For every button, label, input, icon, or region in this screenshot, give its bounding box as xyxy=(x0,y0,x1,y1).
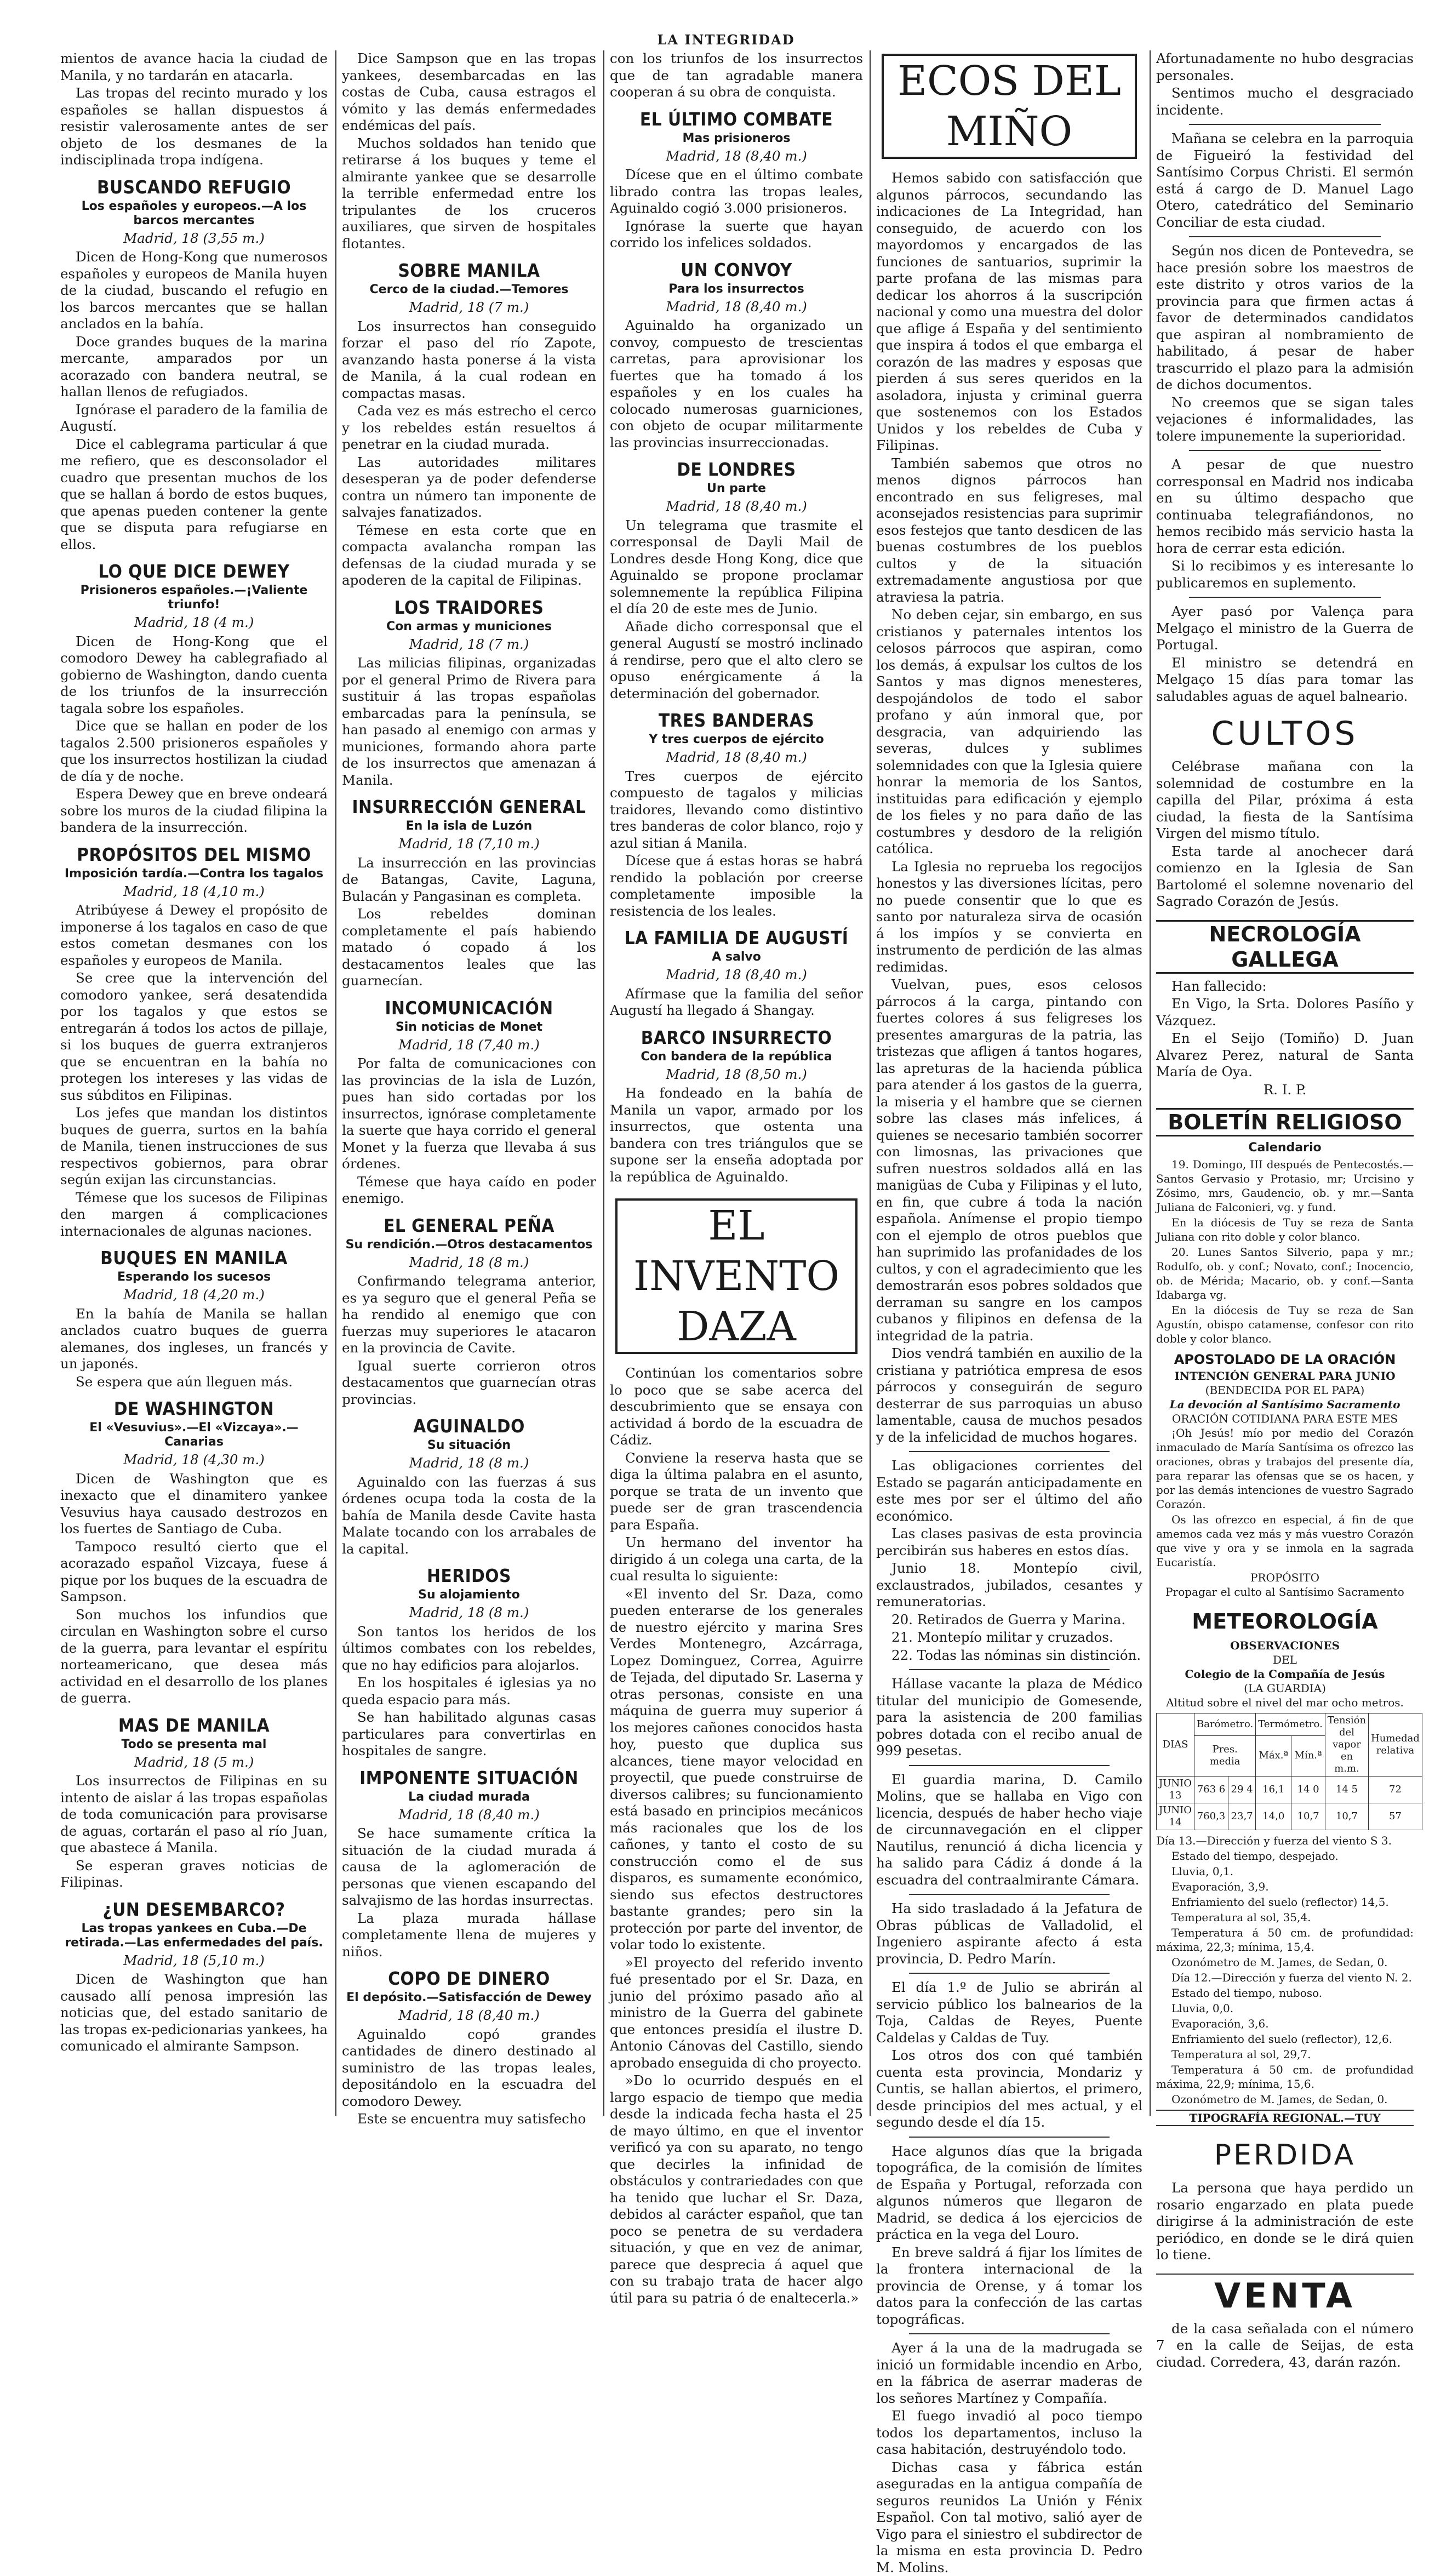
paragraph: Las clases pasivas de esta provincia percibirán sus haberes en estos días. xyxy=(876,1526,1142,1559)
paragraph: Junio 18. Montepío civil, exclaustrados, jubilados, cesantes y remuneratorias. xyxy=(876,1560,1142,1610)
article-subtitle: El «Vesuvius».—El «Vizcaya».—Canarias xyxy=(60,1421,328,1449)
divider xyxy=(909,1973,1110,1974)
column-2 xyxy=(342,50,596,2116)
meteo-guardia: (LA GUARDIA) xyxy=(1156,1681,1414,1695)
section-title-invento: EL INVENTO DAZA xyxy=(615,1198,858,1354)
dateline: Madrid, 18 (8,40 m.) xyxy=(610,299,863,316)
paragraph: Témese en esta corte que en compacta avalancha rompan las defensas de la ciudad murada y se apoderen de la capital de Filipinas. xyxy=(342,522,596,589)
section-title-meteorologia: METEOROLOGÍA xyxy=(1156,1609,1414,1634)
paragraph: Hállase vacante la plaza de Médico titular del municipio de Gomesende, para la asistencia de 200 familias pobres dotada con el recibo anual de 999 pesetas. xyxy=(876,1676,1142,1760)
article-title: BUQUES EN MANILA xyxy=(60,1247,328,1269)
article-title: DE WASHINGTON xyxy=(60,1398,328,1420)
paragraph: Tampoco resultó cierto que el acorazado español Vizcaya, fuese á pique por los buques de la escuadra de Sampson. xyxy=(60,1539,328,1606)
paragraph: Hemos sabido con satisfacción que algunos párrocos, secundando las indicaciones de La Integridad, han conseguido, de acuerdo con los mayordomos y encargados de las funciones de santuarios, suprimir la parte profana de las mismas para dedicar los ahorros á la suscripción nacional y como una muestra del dolor que aflige á España y del sentimiento que inspira á todos el que embarga el corazón de las madres y esposas que pierden á sus seres queridos en la asoladora, injusta y criminal guerra que sostenemos con los Estados Unidos y los rebeldes de Cuba y Filipinas. xyxy=(876,170,1142,454)
article-subtitle: Con bandera de la república xyxy=(610,1050,863,1064)
paragraph: 20. Retirados de Guerra y Marina. xyxy=(876,1612,1142,1629)
paragraph: «El invento del Sr. Daza, como pueden enterarse de los generales de nuestro ejército y marina Sres Verdes Montenegro, Azcárraga, Lopez Dominguez, Correa, Aguirre de Tejada, del diputado Sr. Laserna y otras personas, consiste en una máquina de guerra muy superior á los mejores cañones conocidos hasta hoy, puesto que duplica sus alcances, tiene mayor velocidad en proyectil, que puede construirse de diversos calibres; su funcionamiento está basado en principios mecánicos más racionales que los de los cañones, y tanto el costo de su construcción como el de sus disparos, es sumamente económico, siendo sus efectos destructores bastante grandes; pero sin la protección por parte del inventor, de volar todo lo existente. xyxy=(610,1586,863,1954)
dateline: Madrid, 18 (8 m.) xyxy=(342,1254,596,1271)
paragraph: Dicen de Washington que han causado allí penosa impresión las noticias que, del estado sanitario de las tropas ex-pedicionarias yankees, ha comunicado el almirante Sampson. xyxy=(60,1971,328,2055)
section-title-boletin: BOLETÍN RELIGIOSO xyxy=(1156,1108,1414,1136)
paragraph: Sentimos mucho el desgraciado incidente. xyxy=(1156,85,1414,118)
paragraph: 22. Todas las nóminas sin distinción. xyxy=(876,1647,1142,1664)
paragraph: Día 13.—Dirección y fuerza del viento S 3. xyxy=(1156,1834,1414,1848)
article-title: HERIDOS xyxy=(342,1565,596,1587)
paragraph: Mañana se celebra en la parroquia de Figueiró la festividad del Santísimo Corpus Christi. El sermón está á cargo de D. Manuel Lago Otero, catedrático del Seminario Conciliar de esta ciudad. xyxy=(1156,130,1414,231)
paragraph: La Iglesia no reprueba los regocijos honestos y las diversiones lícitas, pero no puede consentir que lo que es santo por naturaleza sirva de ocasión á los impíos y se convierta en instrumento de perdición de las almas redimidas. xyxy=(876,859,1142,976)
paragraph: Conviene la reserva hasta que se diga la última palabra en el asunto, porque se trata de un invento que puede ser de gran trascendencia para España. xyxy=(610,1450,863,1534)
paragraph: Dice Sampson que en las tropas yankees, desembarcadas en las costas de Cuba, causa estragos el vómito y las demás enfermedades endémicas del país. xyxy=(342,50,596,134)
paragraph: Hace algunos días que la brigada topográfica, de la comisión de límites de España y Portugal, reforzada con algunos números que llegaron de Madrid, se dedica á los ejercicios de práctica en la vega del Louro. xyxy=(876,2143,1142,2243)
table-row xyxy=(1157,1777,1422,1803)
paragraph: El guardia marina, D. Camilo Molins, que se hallaba en Vigo con licencia, después de haber hecho viaje de circunnavegación en el clipper Nautilus, renunció á dicha licencia y ha salido para Cádiz á donde á la escuadra del contraalmirante Cámara. xyxy=(876,1772,1142,1889)
table-cell: 10,7 xyxy=(1291,1803,1325,1830)
paragraph: Ozonómetro de M. James, de Sedan, 0. xyxy=(1156,1955,1414,1969)
paragraph: Ha fondeado en la bahía de Manila un vapor, armado por los insurrectos, que ostenta una bandera con tres triángulos que se supone ser la enseña adoptada por la república de Aguinaldo. xyxy=(610,1085,863,1185)
table-cell: 29 4 xyxy=(1228,1777,1255,1803)
article-title: ¿UN DESEMBARCO? xyxy=(60,1899,328,1921)
article-subtitle: Su alojamiento xyxy=(342,1588,596,1602)
divider xyxy=(909,2333,1110,2334)
table-cell: 763 6 xyxy=(1194,1777,1228,1803)
paragraph: Tres cuerpos de ejército compuesto de tagalos y milicias traidores, llevando como distintivo tres banderas de color blanco, rojo y azul sitian á Manila. xyxy=(610,768,863,852)
paragraph: Ignórase la suerte que hayan corrido los infelices soldados. xyxy=(610,218,863,252)
paragraph: Lluvia, 0,0. xyxy=(1156,2001,1414,2015)
section-title-venta: VENTA xyxy=(1156,2274,1414,2315)
imprenta: TIPOGRAFÍA REGIONAL.—TUY xyxy=(1156,2110,1414,2126)
paragraph: de la casa señalada con el número 7 en la calle de Seijas, de esta ciudad. Corredera, 43, darán razón. xyxy=(1156,2321,1414,2371)
divider xyxy=(909,1765,1110,1766)
paragraph: Dícese que á estas horas se habrá rendido la población por creerse completamente imposible la resistencia de los leales. xyxy=(610,853,863,919)
paragraph: Se han habilitado algunas casas particulares para convertirlas en hospitales de sangre. xyxy=(342,1709,596,1760)
divider xyxy=(909,1894,1110,1895)
article-subtitle: Mas prisioneros xyxy=(610,132,863,146)
article-subtitle: Imposición tardía.—Contra los tagalos xyxy=(60,867,328,881)
paragraph: Ayer á la una de la madrugada se inició un formidable incendio en Arbo, en la fábrica de aserrar maderas de los señores Martínez y Compañía. xyxy=(876,2340,1142,2407)
paragraph: Día 12.—Dirección y fuerza del viento N. 2. xyxy=(1156,1970,1414,1985)
section-title-cultos: CULTOS xyxy=(1156,715,1414,753)
paragraph: Los otros dos con qué también cuenta esta provincia, Mondariz y Cuntis, se hallan abiertos, el primero, desde principios del mes actual, y el segundo desde el día 15. xyxy=(876,2047,1142,2131)
article-subtitle: Un parte xyxy=(610,482,863,496)
table-cell: 10,7 xyxy=(1325,1803,1368,1830)
paragraph: Los insurrectos de Filipinas en su intento de aislar á las tropas españolas de toda comunicación para provisarse de aguas, cortarán el paso al río Juan, que abastece á Manila. xyxy=(60,1773,328,1857)
column-1 xyxy=(60,50,328,2116)
paragraph: En la diócesis de Tuy se reza de San Agustín, obispo catamense, confesor con rito doble y color blanco. xyxy=(1156,1303,1414,1346)
proposito-text: Propagar el culto al Santísimo Sacramento xyxy=(1156,1585,1414,1599)
paragraph: Si lo recibimos y es interesante lo publicaremos en suplemento. xyxy=(1156,558,1414,591)
dateline: Madrid, 18 (4,20 m.) xyxy=(60,1287,328,1304)
paragraph: Dice el cablegrama particular á que me refiero, que es desconsolador el cuadro que presentan muchos de los que se hallan á bordo de estos buques, que apenas pueden contener la gente que se disputa para refugiarse en ellos. xyxy=(60,436,328,553)
article-title: UN CONVOY xyxy=(610,259,863,281)
paragraph: Aguinaldo ha organizado un convoy, compuesto de trescientas carretas, para aprovisionar los fuertes que ha tomado á los españoles y en los cuales ha colocado numerosas guarniciones, con objeto de ocupar militarmente las provincias insurreccionadas. xyxy=(610,317,863,451)
dateline: Madrid, 18 (4 m.) xyxy=(60,614,328,631)
column-rule xyxy=(603,50,604,2116)
article-title: BUSCANDO REFUGIO xyxy=(60,176,328,198)
dateline: Madrid, 18 (7,40 m.) xyxy=(342,1037,596,1054)
paragraph: Dicen de Hong-Kong que el comodoro Dewey ha cablegrafiado al gobierno de Washington, dando cuenta de los triunfos de la insurrección tagala sobre los españoles. xyxy=(60,633,328,717)
column-rule xyxy=(1150,50,1151,2116)
article-title: INSURRECCIÓN GENERAL xyxy=(342,796,596,818)
divider xyxy=(1189,450,1381,451)
article-subtitle: Con armas y municiones xyxy=(342,620,596,634)
dateline: Madrid, 18 (8,40 m.) xyxy=(610,498,863,515)
paragraph: Afortunadamente no hubo desgracias personales. xyxy=(1156,50,1414,84)
paragraph: Se esperan graves noticias de Filipinas. xyxy=(60,1858,328,1891)
paragraph: En la diócesis de Tuy se reza de Santa Juliana con rito doble y color blanco. xyxy=(1156,1215,1414,1244)
divider xyxy=(909,1451,1110,1452)
paragraph: Atribúyese á Dewey el propósito de imponerse á los tagalos en caso de que estos cometan desmanes con los españoles y europeos de Manila. xyxy=(60,902,328,969)
article-subtitle: Las tropas yankees en Cuba.—De retirada.—Las enfermedades del país. xyxy=(60,1922,328,1950)
paragraph: Se espera que aún lleguen más. xyxy=(60,1374,328,1391)
paragraph: Cada vez es más estrecho el cerco y los rebeldes están resueltos á penetrar en la ciudad murada. xyxy=(342,403,596,453)
paragraph: También sabemos que otros no menos dignos párrocos han encontrado en sus feligreses, mal aconsejados resistencias para suprimir esos festejos que tanto desdicen de las buenas costumbres de los pueblos cultos y de la situación extremadamente angustiosa por que atraviesa la patria. xyxy=(876,455,1142,606)
paragraph: »Do lo ocurrido después en el largo espacio de tiempo que media desde la indicada fecha hasta el 25 de mayo último, en que el inventor verificó ya con su aparato, no tengo que decirles la infinidad de obstáculos y contrariedades con que ha tenido que luchar el Sr. Daza, debidos al carácter español, que tan poco se penetra de su verdadera situación, y que en vez de animar, parece que desprecia á aquel que con su trabajo trata de hacer algo útil para su patria ó de enaltecerla.» xyxy=(610,2072,863,2306)
paragraph: Los rebeldes dominan completamente el país habiendo matado ó copado á los destacamentos leales que las guarnecían. xyxy=(342,906,596,990)
paragraph: En breve saldrá á fijar los límites de la frontera internacional de la provincia de Orense, y á tomar los datos para la confección de las cartas topográficas. xyxy=(876,2244,1142,2328)
paragraph: Dícese que en el último combate librado contra las tropas leales, Aguinaldo cogió 3.000 prisioneros. xyxy=(610,167,863,217)
article-subtitle: Para los insurrectos xyxy=(610,282,863,296)
paragraph: Ignórase el paradero de la familia de Augustí. xyxy=(60,402,328,435)
paragraph: Os las ofrezco en especial, á fin de que amemos cada vez más y más vuestro Corazón que vive y ora y se inmola en la sagrada Eucaristía. xyxy=(1156,1512,1414,1569)
article-title: COPO DE DINERO xyxy=(342,1968,596,1990)
table-header: Pres. media xyxy=(1194,1735,1256,1776)
article-subtitle: Todo se presenta mal xyxy=(60,1738,328,1752)
paragraph: Enfriamiento del suelo (reflector), 12,6. xyxy=(1156,2032,1414,2046)
dateline: Madrid, 18 (8 m.) xyxy=(342,1604,596,1621)
divider xyxy=(909,1669,1110,1670)
table-cell: 14 5 xyxy=(1325,1777,1368,1803)
table-cell: 72 xyxy=(1369,1777,1422,1803)
article-subtitle: A salvo xyxy=(610,950,863,964)
meteo-altitud: Altitud sobre el nivel del mar ocho metros. xyxy=(1156,1695,1414,1710)
paragraph: Se hace sumamente crítica la situación de la ciudad murada á causa de la aglomeración de personas que vienen escapando del salvajismo de las hordas insurrectas. xyxy=(342,1825,596,1909)
paragraph: Aguinaldo copó grandes cantidades de dinero destinado al suministro de las tropas leales, depositándolo en la escuadra del comodoro Dewey. xyxy=(342,2026,596,2110)
article-subtitle: Sin noticias de Monet xyxy=(342,1020,596,1035)
dateline: Madrid, 18 (7 m.) xyxy=(342,636,596,653)
paragraph: La insurrección en las provincias de Batangas, Cavite, Laguna, Bulacán y Pangasinan es completa. xyxy=(342,855,596,905)
article-subtitle: Su rendición.—Otros destacamentos xyxy=(342,1238,596,1252)
paragraph: Temperatura al sol, 29,7. xyxy=(1156,2047,1414,2061)
article-subtitle: Los españoles y europeos.—A los barcos mercantes xyxy=(60,199,328,228)
article-title: INCOMUNICACIÓN xyxy=(342,997,596,1019)
paragraph: Temperatura á 50 cm. de profundidad: máxima, 22,3; mínima, 15,4. xyxy=(1156,1926,1414,1954)
table-row xyxy=(1157,1803,1422,1830)
apostolado-bendecida: (BENDECIDA POR EL PAPA) xyxy=(1156,1383,1414,1397)
table-cell: 760,3 xyxy=(1194,1803,1228,1830)
apostolado-devocion: La devoción al Santísimo Sacramento xyxy=(1156,1397,1414,1412)
paragraph: En la bahía de Manila se hallan anclados cuatro buques de guerra alemanes, dos ingleses, un francés y un japonés. xyxy=(60,1306,328,1373)
proposito-label: PROPÓSITO xyxy=(1156,1570,1414,1585)
divider xyxy=(1189,236,1381,237)
paragraph: La plaza murada hállase completamente llena de mujeres y niños. xyxy=(342,1910,596,1961)
paragraph: Ayer pasó por Valença para Melgaço el ministro de la Guerra de Portugal. xyxy=(1156,603,1414,654)
rip-line: R. I. P. xyxy=(1156,1082,1414,1099)
section-title-apostolado: APOSTOLADO DE LA ORACIÓN xyxy=(1156,1352,1414,1367)
article-title: LO QUE DICE DEWEY xyxy=(60,561,328,582)
paragraph: Dicen de Washington que es inexacto que el dinamitero yankee Vesuvius haya causado destrozos en los fuertes de Santiago de Cuba. xyxy=(60,1471,328,1538)
paragraph: Evaporación, 3,6. xyxy=(1156,2017,1414,2031)
paragraph: El fuego invadió al poco tiempo todos los departamentos, incluso la casa habitación, destruyéndolo todo. xyxy=(876,2408,1142,2458)
article-subtitle: Y tres cuerpos de ejército xyxy=(610,733,863,747)
paragraph: Espera Dewey que en breve ondeará sobre los muros de la ciudad filipina la bandera de la insurrección. xyxy=(60,786,328,836)
table-cell: JUNIO 13 xyxy=(1157,1777,1194,1803)
paragraph: Celébrase mañana con la solemnidad de costumbre en la capilla del Pilar, próxima á esta ciudad, la fiesta de la Santísima Virgen del mismo título. xyxy=(1156,758,1414,842)
article-title: PROPÓSITOS DEL MISMO xyxy=(60,844,328,866)
paragraph: 21. Montepío militar y cruzados. xyxy=(876,1629,1142,1646)
paragraph: En el Seijo (Tomiño) D. Juan Alvarez Perez, natural de Santa María de Oya. xyxy=(1156,1030,1414,1081)
section-title-necrologia: NECROLOGÍA GALLEGA xyxy=(1156,920,1414,974)
paragraph: Un telegrama que trasmite el corresponsal de Dayli Mail de Londres desde Hong Kong, dice que Aguinaldo se propone proclamar solemnemente la república Filipina el día 20 de este mes de Junio. xyxy=(610,517,863,618)
paragraph: Temperatura al sol, 35,4. xyxy=(1156,1910,1414,1924)
paragraph: Son tantos los heridos de los últimos combates con los rebeldes, que no hay edificios para alojarlos. xyxy=(342,1624,596,1674)
paragraph: Estado del tiempo, nuboso. xyxy=(1156,1986,1414,2000)
column-rule xyxy=(870,50,871,2116)
dateline: Madrid, 18 (5,10 m.) xyxy=(60,1952,328,1969)
dateline: Madrid, 18 (7,10 m.) xyxy=(342,836,596,853)
table-cell: 23,7 xyxy=(1228,1803,1255,1830)
paragraph: Son muchos los infundios que circulan en Washington sobre el curso de la guerra, para levantar el espíritu norteamericano, que desea más actividad en el desarrollo de los planes de guerra. xyxy=(60,1607,328,1707)
paragraph: Confirmando telegrama anterior, es ya seguro que el general Peña se ha rendido al enemigo que con fuerzas muy superiores le atacaron en la provincia de Cavite. xyxy=(342,1273,596,1357)
paragraph: En los hospitales é iglesias ya no queda espacio para más. xyxy=(342,1675,596,1708)
paragraph: No deben cejar, sin embargo, en sus cristianos y paternales intentos los celosos párrocos que aspiran, como los demás, á expulsar los cultos de los Santos y mas dignos menesteres, despojándolos de todo el sabor profano y aún inmoral que, por desgracia, van adquiriendo las severas, dulces y sublimes solemnidades con que la Iglesia quiere honrar la memoria de los Santos, instituidas para edificación y ejemplo de los fieles y no para daño de las costumbres y desdoro de la religión católica. xyxy=(876,607,1142,858)
paragraph: mientos de avance hacia la ciudad de Manila, y no tardarán en atacarla. xyxy=(60,50,328,84)
paragraph: Los jefes que mandan los distintos buques de guerra, surtos en la bahía de Manila, tienen instrucciones de sus respectivos gobiernos, para obrar según exijan las circunstancias. xyxy=(60,1105,328,1189)
paragraph: Las tropas del recinto murado y los españoles se hallan dispuestos á resistir valerosamente antes de ser objeto de los desmanes de la indisciplinada tropa indígena. xyxy=(60,85,328,169)
paragraph: Estado del tiempo, despejado. xyxy=(1156,1849,1414,1863)
newspaper-title: LA INTEGRIDAD xyxy=(657,32,794,48)
paragraph: Muchos soldados han tenido que retirarse á los buques y teme el almirante yankee que se desarrolle la terrible enfermedad entre los tripulantes de los cruceros auxiliares, que sirven de hospitales flotantes. xyxy=(342,135,596,253)
article-title: AGUINALDO xyxy=(342,1415,596,1437)
dateline: Madrid, 18 (8,50 m.) xyxy=(610,1066,863,1083)
paragraph: Las autoridades militares desesperan ya de poder defenderse contra un número tan imponente de salvajes fanatizados. xyxy=(342,454,596,521)
table-cell: 57 xyxy=(1369,1803,1422,1830)
paragraph: Continúan los comentarios sobre lo poco que se sabe acerca del descubrimiento que se ensaya con actividad á bordo de la escuadra de Cádiz. xyxy=(610,1365,863,1449)
meteo-del: DEL xyxy=(1156,1653,1414,1667)
column-5 xyxy=(1156,50,1414,2116)
column-rule xyxy=(335,50,336,2116)
article-title: MAS DE MANILA xyxy=(60,1715,328,1737)
dateline: Madrid, 18 (7 m.) xyxy=(342,299,596,316)
article-subtitle: Prisioneros españoles.—¡Valiente triunfo! xyxy=(60,584,328,612)
section-subtitle: Calendario xyxy=(1156,1141,1414,1155)
paragraph: Témese que los sucesos de Filipinas den margen á complicaciones internacionales de algunas naciones. xyxy=(60,1190,328,1240)
section-title-perdida: PERDIDA xyxy=(1156,2136,1414,2174)
dateline: Madrid, 18 (4,10 m.) xyxy=(60,883,328,900)
paragraph: »El proyecto del referido invento fué presentado por el Sr. Daza, en junio del próximo pasado año al ministro de la Guerra del gabinete que entonces presidía el ilustre D. Antonio Cánovas del Castillo, siendo aprobado enseguida di cho proyecto. xyxy=(610,1955,863,2072)
paragraph: Ha sido trasladado á la Jefatura de Obras públicas de Valladolid, el Ingeniero aspirante afecto á esta provincia, D. Pedro Marín. xyxy=(876,1900,1142,1967)
paragraph: Aguinaldo con las fuerzas á sus órdenes ocupa toda la costa de la bahía de Manila desde Cavite hasta Malate tocando con los arrabales de la capital. xyxy=(342,1474,596,1558)
paragraph: A pesar de que nuestro corresponsal en Madrid nos indicaba en su último despacho que continuaba telegrafiándonos, no hemos recibido más servicio hasta la hora de cerrar esta edición. xyxy=(1156,456,1414,557)
article-subtitle: Cerco de la ciudad.—Temores xyxy=(342,283,596,297)
paragraph: Doce grandes buques de la marina mercante, amparados por un acorazado con bandera neutral, se hallan llenos de refugiados. xyxy=(60,334,328,401)
table-header: Humedad relativa xyxy=(1369,1713,1422,1777)
paragraph: Igual suerte corrieron otros destacamentos que guarnecían otras provincias. xyxy=(342,1358,596,1408)
apostolado-oracion-label: ORACIÓN COTIDIANA PARA ESTE MES xyxy=(1156,1412,1414,1426)
divider xyxy=(1189,597,1381,598)
paragraph: La persona que haya perdido un rosario engarzado en plata puede dirigirse á la administración de este periódico, en donde se le dirá quien lo tiene. xyxy=(1156,2180,1414,2264)
dateline: Madrid, 18 (8,40 m.) xyxy=(342,1807,596,1824)
table-cell: 16,1 xyxy=(1256,1777,1291,1803)
paragraph: Dice que se hallan en poder de los tagalos 2.500 prisioneros españoles y que los insurrectos hostilizan la ciudad de día y de noche. xyxy=(60,718,328,785)
paragraph: 20. Lunes Santos Silverio, papa y mr.; Rodulfo, ob. y conf.; Novato, conf.; Inocencio, ob. de Mérida; Macario, ob. y conf.—Santa Idabarga vg. xyxy=(1156,1245,1414,1302)
table-header: Mín.ª xyxy=(1291,1735,1325,1776)
article-title: SOBRE MANILA xyxy=(342,260,596,282)
meteo-colegio: Colegio de la Compañía de Jesús xyxy=(1156,1667,1414,1681)
table-header: Máx.ª xyxy=(1256,1735,1291,1776)
paragraph: Dios vendrá también en auxilio de la cristiana y patriótica empresa de esos párrocos y conseguirán de seguro desterrar de sus parroquias un abuso lamentable, causa de muchos pesados y de la infelicidad de muchos hogares. xyxy=(876,1345,1142,1446)
divider xyxy=(1189,124,1381,125)
article-title: TRES BANDERAS xyxy=(610,710,863,732)
table-header: Barómetro. xyxy=(1194,1713,1256,1736)
paragraph: El ministro se detendrá en Melgaço 15 días para tomar las saludables aguas de aquel balneario. xyxy=(1156,655,1414,705)
column-3 xyxy=(610,50,863,2116)
paragraph: El día 1.º de Julio se abrirán al servicio público los balnearios de la Toja, Caldas de Reyes, Puente Caldelas y Caldas de Tuy. xyxy=(876,1979,1142,2046)
article-subtitle: El depósito.—Satisfacción de Dewey xyxy=(342,1991,596,2005)
article-subtitle: En la isla de Luzón xyxy=(342,819,596,833)
paragraph: Por falta de comunicaciones con las provincias de la isla de Luzón, pues han sido cortadas por los insurrectos, ignórase completamente la suerte que haya corrido el general Monet y la fuerza que llevaba á sus órdenes. xyxy=(342,1055,596,1173)
table-cell: 14 0 xyxy=(1291,1777,1325,1803)
table-cell: 14,0 xyxy=(1256,1803,1291,1830)
paragraph: Se cree que la intervención del comodoro yankee, será desatendida por los tagalos y que estos se entregarán á todos los actos de pillaje, si los buques de guerra extranjeros que se encuentran en la bahía no protegen los intereses y las vidas de sus súbditos en Filipinas. xyxy=(60,970,328,1104)
dateline: Madrid, 18 (3,55 m.) xyxy=(60,230,328,247)
article-title: EL ÚLTIMO COMBATE xyxy=(610,108,863,130)
paragraph: ¡Oh Jesús! mío por medio del Corazón inmaculado de María Santísima os ofrezco las oraciones, obras y trabajos del presente día, para reparar las ofensas que se os hacen, y por las demás intenciones de vuestro Sagrado Corazón. xyxy=(1156,1426,1414,1511)
dateline: Madrid, 18 (8 m.) xyxy=(342,1455,596,1472)
paragraph: Afírmase que la familia del señor Augustí ha llegado á Shangay. xyxy=(610,986,863,1019)
article-title: DE LONDRES xyxy=(610,459,863,481)
paragraph: Ozonómetro de M. James, de Sedan, 0. xyxy=(1156,2092,1414,2106)
dateline: Madrid, 18 (8,40 m.) xyxy=(610,749,863,766)
paragraph: Añade dicho corresponsal que el general Augustí se mostró inclinado á rendirse, pero que el alto clero se opuso enérgicamente á la determinación del gobernador. xyxy=(610,619,863,702)
paragraph: No creemos que se sigan tales vejaciones é informalidades, las tolere impunemente la superioridad. xyxy=(1156,395,1414,445)
dateline: Madrid, 18 (8,40 m.) xyxy=(610,967,863,984)
column-4 xyxy=(876,50,1142,2116)
dateline: Madrid, 18 (8,40 m.) xyxy=(610,148,863,165)
paragraph: con los triunfos de los insurrectos que de tan agradable manera cooperan á su obra de conquista. xyxy=(610,50,863,101)
meteo-table xyxy=(1156,1713,1422,1830)
article-title: LOS TRAIDORES xyxy=(342,597,596,619)
apostolado-intencion: INTENCIÓN GENERAL PARA JUNIO xyxy=(1156,1369,1414,1383)
dateline: Madrid, 18 (8,40 m.) xyxy=(342,2007,596,2024)
paragraph: Vuelvan, pues, esos celosos párrocos á la carga, pintando con fuertes colores á sus feligreses los presentes amarguras de la patria, las tristezas que afligen á tantos hogares, las apreturas de la hacienda pública para atender á los gastos de la guerra, la miseria y el hambre que se ciernen sobre las clases más infelices, á quienes se necesario también socorrer con limosnas, las privaciones que sufren nuestros soldados allá en las manigüas de Cuba y Filipinas y el luto, en fin, que cubre á toda la nación española. Anímense el propio tiempo con el ejemplo de otros pueblos que han suprimido las profanidades de los cultos, y con el agradecimiento que les demostrarán esos pobres soldados que derraman su sangre en los campos cubanos y filipinos en defensa de la integridad de la patria. xyxy=(876,976,1142,1344)
article-subtitle: Esperando los sucesos xyxy=(60,1270,328,1284)
article-subtitle: La ciudad murada xyxy=(342,1790,596,1804)
paragraph: Esta tarde al anochecer dará comienzo en la Iglesia de San Bartolomé el solemne novenario del Sagrado Corazón de Jesús. xyxy=(1156,843,1414,910)
article-title: LA FAMILIA DE AUGUSTÍ xyxy=(610,927,863,949)
meteo-observaciones: OBSERVACIONES xyxy=(1156,1638,1414,1653)
article-title: BARCO INSURRECTO xyxy=(610,1027,863,1049)
article-subtitle: Su situación xyxy=(342,1438,596,1453)
paragraph: Dichas casa y fábrica están aseguradas en la antigua compañía de seguros reunidos La Unión y Fénix Español. Con tal motivo, salió ayer de Vigo para el siniestro el subdirector de la misma en esta provincia D. Pedro M. Molins. xyxy=(876,2459,1142,2576)
article-title: EL GENERAL PEÑA xyxy=(342,1215,596,1237)
paragraph: Según nos dicen de Pontevedra, se hace presión sobre los maestros de este distrito y otros varios de la provincia para que firmen actas á favor de determinados candidatos que aspiran al nombramiento de habilitado, á pesar de haber trascurrido el plazo para la admisión de dichos documentos. xyxy=(1156,243,1414,393)
table-cell: JUNIO 14 xyxy=(1157,1803,1194,1830)
paragraph: Témese que haya caído en poder enemigo. xyxy=(342,1174,596,1207)
article-title: IMPONENTE SITUACIÓN xyxy=(342,1767,596,1789)
paragraph: Los insurrectos han conseguido forzar el paso del río Zapote, avanzando hasta ponerse á la vista de Manila, á la cual rodean en compactas masas. xyxy=(342,318,596,402)
paragraph: Las obligaciones corrientes del Estado se pagarán anticipadamente en este mes por ser el último del año económico. xyxy=(876,1458,1142,1524)
divider xyxy=(909,2137,1110,2138)
paragraph: Evaporación, 3,9. xyxy=(1156,1880,1414,1894)
paragraph: Lluvia, 0,1. xyxy=(1156,1864,1414,1878)
paragraph: Un hermano del inventor ha dirigido á un colega una carta, de la cual resulta lo siguiente: xyxy=(610,1534,863,1585)
dateline: Madrid, 18 (4,30 m.) xyxy=(60,1452,328,1469)
dateline: Madrid, 18 (5 m.) xyxy=(60,1754,328,1771)
table-header: Termómetro. xyxy=(1256,1713,1325,1736)
section-title-ecos: ECOS DEL MIÑO xyxy=(882,54,1137,159)
table-header: DIAS xyxy=(1157,1713,1194,1777)
paragraph: En Vigo, la Srta. Dolores Pasíño y Vázquez. xyxy=(1156,996,1414,1029)
paragraph: Han fallecido: xyxy=(1156,978,1414,995)
table-header: Tensión del vapor en m.m. xyxy=(1325,1713,1368,1777)
paragraph: Dicen de Hong-Kong que numerosos españoles y europeos de Manila huyen de la ciudad, buscando el refugio en los barcos mercantes que se hallan anclados en la bahía. xyxy=(60,249,328,333)
paragraph: 19. Domingo, III después de Pentecostés.—Santos Gervasio y Protasio, mr; Urcisino y Zósimo, mrs, Gaudencio, ob. y mr.—Santa Juliana de Falconieri, vg. y fund. xyxy=(1156,1157,1414,1214)
paragraph: Temperatura á 50 cm. de profundidad máxima, 22,9; mínima, 15,6. xyxy=(1156,2063,1414,2091)
paragraph: Enfriamiento del suelo (reflector) 14,5. xyxy=(1156,1895,1414,1909)
masthead xyxy=(0,0,1452,44)
paragraph: Las milicias filipinas, organizadas por el general Primo de Rivera para sustituir á las tropas españolas embarcadas para la península, se han pasado al enemigo con armas y municiones, formando ahora parte de los insurrectos que amenazan á Manila. xyxy=(342,655,596,789)
paragraph: Este se encuentra muy satisfecho xyxy=(342,2111,596,2128)
